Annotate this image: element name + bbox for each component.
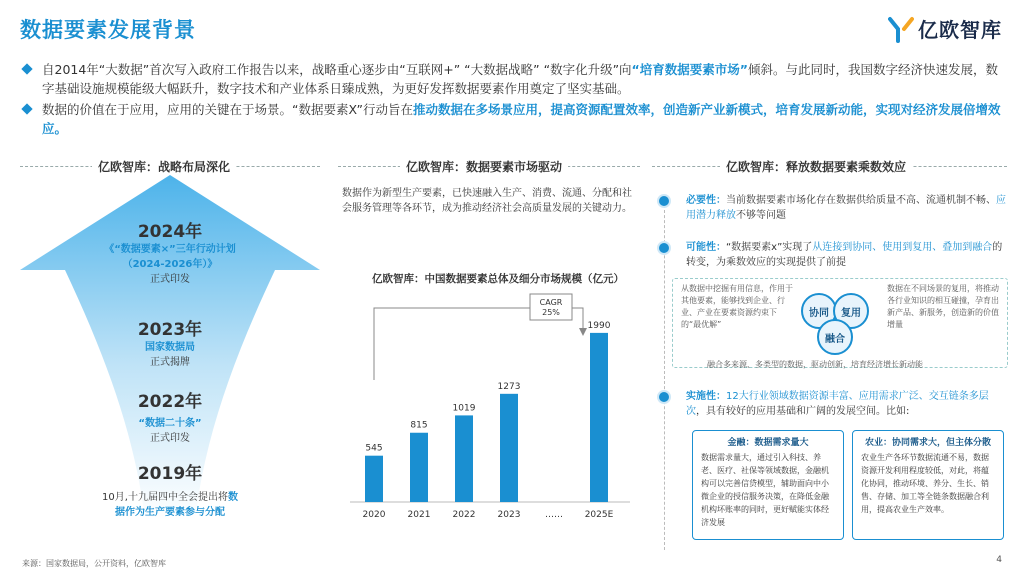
milestone-2019-hl2: 据作为生产要素参与分配 bbox=[115, 507, 225, 518]
cagr-bracket bbox=[374, 294, 587, 380]
necessity-dot bbox=[657, 194, 671, 208]
bar-2025E bbox=[590, 333, 608, 502]
necessity-b: 不够等问题 bbox=[736, 210, 786, 221]
page-number: 4 bbox=[996, 555, 1002, 565]
case-agriculture bbox=[852, 430, 1004, 540]
year-2022: 2022年 bbox=[137, 392, 203, 412]
bar-value-label: 545 bbox=[365, 443, 383, 454]
bullet-1 bbox=[22, 60, 1007, 98]
possibility-b: 的转变，为乘数效应的实现提供了前提 bbox=[686, 242, 1003, 268]
logo-text: 亿欧智库 bbox=[918, 18, 1002, 42]
milestone-2024-status: 正式印发 bbox=[150, 274, 190, 285]
circle-xietong: 协同 bbox=[801, 293, 837, 329]
fusion-desc: 融合多来源、多类型的数据，驱动创新，培育经济增长新动能 bbox=[707, 360, 923, 369]
bar-2022 bbox=[455, 415, 473, 502]
diamond-icon bbox=[21, 103, 32, 114]
implementation-text bbox=[686, 389, 1006, 419]
milestone-2024-title-2: （2024-2026年）》 bbox=[122, 259, 218, 270]
case-finance bbox=[692, 430, 844, 540]
year-2024: 2024年 bbox=[137, 222, 203, 242]
circle-ronghe: 融合 bbox=[817, 319, 853, 355]
bullet-2-text-a: 数据的价值在于应用，应用的关键在于场景。“数据要素X”行动旨在 bbox=[42, 102, 414, 117]
cagr-label: CAGR bbox=[539, 298, 563, 307]
milestone-2023-status: 正式揭牌 bbox=[150, 357, 190, 368]
page-title: 数据要素发展背景 bbox=[20, 18, 196, 42]
logo-icon bbox=[888, 15, 914, 43]
milestone-2024 bbox=[60, 217, 280, 287]
middle-panel-title: 亿欧智库：数据要素市场驱动 bbox=[400, 158, 568, 175]
milestone-2019 bbox=[60, 459, 280, 520]
bar-value-label: 1273 bbox=[497, 381, 521, 392]
necessity-text bbox=[686, 193, 1006, 223]
bullet-1-text-b: 倾斜。与此同时，我国数字经济快速发展，数字基础设施规模能级大幅跃升，数字技术和产业体系日臻成熟，为更好发挥数据要素作用奠定了坚实基础。 bbox=[42, 62, 998, 96]
cagr-value: 25% bbox=[542, 308, 560, 317]
diamond-icon bbox=[21, 63, 32, 74]
possibility-text bbox=[686, 240, 1006, 270]
case-finance-title: 金融：数据需求量大 bbox=[727, 438, 809, 448]
milestone-2022 bbox=[60, 387, 280, 446]
possibility-a: “数据要素x”实现了 bbox=[726, 242, 813, 253]
left-panel-title: 亿欧智库：战略布局深化 bbox=[92, 158, 236, 175]
possibility-hl: 从连接到协同、使用到复用、叠加到融合 bbox=[812, 242, 993, 253]
case-agriculture-body: 农业生产各环节数据流通不易，数据资源开发利用程度较低，对此，将蕴化协同，推动环境、养分、生长、销售、存储、加工等全链条数据融合利用，提高农业生产效率。 bbox=[861, 453, 989, 514]
bar-2020 bbox=[365, 456, 383, 502]
implementation-hl: 12大行业领域数据资源丰富、应用需求广泛、交互链条多层次 bbox=[686, 391, 989, 417]
source-note: 来源：国家数据局，公开资料，亿欧智库 bbox=[22, 559, 166, 568]
necessity-a: 当前数据要素市场化存在数据供给质量不高、流通机制不畅、 bbox=[726, 195, 996, 206]
chart-title: 亿欧智库：中国数据要素总体及细分市场规模（亿元） bbox=[372, 273, 624, 285]
right-panel-title: 亿欧智库：释放数据要素乘数效应 bbox=[720, 158, 912, 175]
bar-value-label: 1019 bbox=[452, 403, 476, 414]
implementation-dot bbox=[657, 390, 671, 404]
bullet-2 bbox=[22, 100, 1007, 138]
year-2019: 2019年 bbox=[137, 464, 203, 484]
bars-group bbox=[363, 321, 614, 520]
logo bbox=[888, 14, 1002, 43]
intro-bullets bbox=[22, 60, 1007, 140]
milestone-2022-title: “数据二十条” bbox=[138, 418, 202, 429]
synergy-desc: 从数据中挖掘有用信息，作用于其他要素，能够找到企业、行业、产业在要素资源约束下的“最优解” bbox=[681, 284, 793, 329]
bar-value-label: 815 bbox=[410, 420, 428, 431]
bullet-2-highlight: 推动数据在多场景应用，提高资源配置效率，创造新产业新模式，培育发展新动能，实现对经济发展倍增效应。 bbox=[42, 102, 1001, 136]
milestone-2023 bbox=[60, 315, 280, 370]
implementation-b: ，具有较好的应用基础和广阔的发展空间。比如: bbox=[696, 406, 910, 417]
possibility-dot bbox=[657, 241, 671, 255]
x-tick-label: 2025E bbox=[584, 510, 614, 520]
milestone-2022-status: 正式印发 bbox=[150, 433, 190, 444]
possibility-key: 可能性： bbox=[686, 242, 726, 253]
x-tick-label: 2021 bbox=[407, 510, 431, 520]
milestone-2019-text: 10月,十九届四中全会提出将 bbox=[102, 492, 228, 503]
multiplier-diagram bbox=[672, 278, 1008, 368]
x-tick-label: 2023 bbox=[497, 510, 521, 520]
bar-value-label: 1990 bbox=[587, 320, 611, 331]
market-description: 数据作为新型生产要素，已快速融入生产、消费、流通、分配和社会服务管理等各环节，成为推动经济社会高质量发展的关键动力。 bbox=[342, 188, 632, 214]
reuse-desc: 数据在不同场景的复用，将推动各行业知识的相互碰撞，孕育出新产品、新服务，创造新的价值增量 bbox=[887, 284, 999, 329]
necessity-hl: 应用潜力释放 bbox=[686, 195, 1006, 221]
milestone-2023-title: 国家数据局 bbox=[145, 342, 195, 353]
milestone-2019-desc bbox=[60, 490, 280, 505]
milestone-2024-title-1: 《“数据要素×”三年行动计划 bbox=[104, 244, 236, 255]
milestone-2019-hl1: 数 bbox=[227, 492, 238, 503]
case-finance-body: 数据需求量大，通过引入科技、养老、医疗、社保等领域数据，金融机构可以完善信贷模型，辅助面向中小微企业的授信服务决策，在降低金融机构坏账率的同时，更好赋能实体经济发展 bbox=[701, 453, 829, 527]
bullet-1-highlight: “培育数据要素市场” bbox=[631, 62, 748, 77]
necessity-key: 必要性： bbox=[686, 195, 726, 206]
x-tick-label: …… bbox=[545, 510, 563, 520]
circle-fuyong: 复用 bbox=[833, 293, 869, 329]
bar-2023 bbox=[500, 394, 518, 502]
case-agriculture-title: 农业：协同需求大，但主体分散 bbox=[864, 438, 991, 448]
implementation-key: 实施性： bbox=[686, 391, 726, 402]
year-2023: 2023年 bbox=[137, 320, 203, 340]
market-size-chart bbox=[340, 290, 640, 530]
x-tick-label: 2022 bbox=[452, 510, 476, 520]
x-tick-label: 2020 bbox=[362, 510, 386, 520]
strategy-timeline bbox=[20, 175, 320, 555]
bar-2021 bbox=[410, 433, 428, 502]
bullet-1-text-a: 自2014年“大数据”首次写入政府工作报告以来，战略重心逐步由“互联网+” “大数据战略” “数字化升级”向 bbox=[42, 62, 632, 77]
